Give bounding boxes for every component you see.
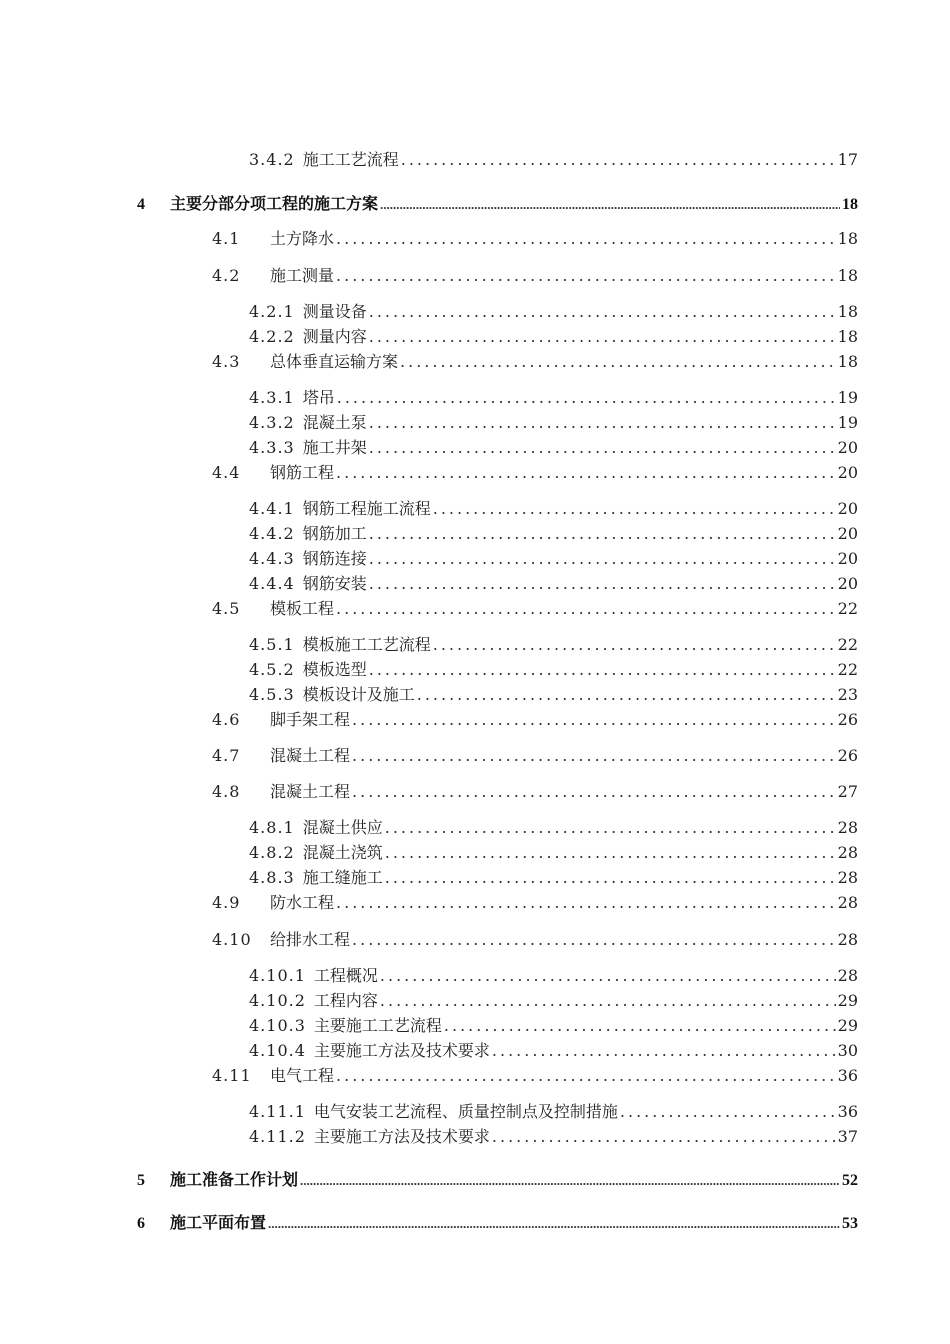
toc-dot-leader [620,1100,836,1124]
toc-entry-page: 26 [837,710,858,729]
toc-entry-number: 4.6 [212,710,241,729]
toc-entry-title: 模板设计及施工 [302,685,415,704]
toc-entry-page: 28 [837,843,858,862]
toc-entry[interactable] [212,350,858,374]
toc-entry[interactable] [249,497,858,521]
toc-entry-title: 施工测量 [270,266,335,285]
toc-entry-number: 4 [137,196,145,213]
toc-entry[interactable] [249,866,858,890]
toc-entry[interactable] [249,436,858,460]
toc-dot-leader [352,780,836,804]
toc-dot-leader [385,841,836,865]
toc-dot-leader [380,964,836,988]
toc-dot-leader [369,300,836,324]
toc-entry-title: 混凝土泵 [302,413,367,432]
toc-dot-leader [336,227,836,251]
toc-entry-number: 3.4.2 [249,150,295,169]
toc-entry-number: 4.8.2 [249,843,295,862]
toc-dot-leader [369,436,836,460]
toc-entry[interactable] [249,547,858,571]
toc-entry-number: 4.2.1 [249,302,295,321]
toc-entry-page: 28 [837,818,858,837]
toc-entry-number: 4.8 [212,782,241,801]
toc-entry-number: 4.1 [212,229,241,248]
toc-entry-page: 22 [837,599,858,618]
toc-entry-number: 4.11 [212,1066,252,1085]
toc-entry-title: 施工准备工作计划 [170,1172,299,1189]
toc-entry-title: 施工工艺流程 [302,150,399,169]
toc-dot-leader [336,461,836,485]
toc-entry-title: 给排水工程 [270,930,351,949]
toc-entry[interactable] [249,658,858,682]
toc-entry-page: 17 [837,150,858,169]
toc-dot-leader [336,264,836,288]
toc-entry-page: 20 [837,463,858,482]
toc-dot-leader [385,866,836,890]
toc-entry-page: 18 [837,229,858,248]
toc-entry-page: 28 [837,930,858,949]
toc-entry-number: 4.3.2 [249,413,295,432]
toc-entry-page: 28 [837,868,858,887]
toc-entry-title: 电气工程 [270,1066,335,1085]
toc-entry[interactable] [249,148,858,172]
toc-entry[interactable] [212,744,858,768]
toc-dot-leader [417,683,836,707]
toc-entry-page: 53 [842,1215,858,1232]
toc-entry[interactable] [212,227,858,251]
toc-dot-leader [268,1212,840,1236]
toc-entry-number: 4.8.3 [249,868,295,887]
toc-entry-number: 4.4.2 [249,524,295,543]
toc-entry-page: 36 [837,1066,858,1085]
toc-entry-number: 4.5.1 [249,635,295,654]
toc-entry-title: 钢筋连接 [302,549,367,568]
toc-entry-page: 20 [837,574,858,593]
toc-entry-number: 4.5.2 [249,660,295,679]
toc-entry[interactable] [249,386,858,410]
toc-entry-number: 4.4.3 [249,549,295,568]
toc-dot-leader [385,816,836,840]
toc-entry-number: 4.9 [212,893,241,912]
toc-dot-leader [433,497,836,521]
toc-entry[interactable] [249,1039,858,1063]
toc-entry[interactable] [212,461,858,485]
toc-entry[interactable] [249,1125,858,1149]
toc-entry-title: 主要施工工艺流程 [313,1016,442,1035]
toc-entry-page: 22 [837,635,858,654]
toc-entry-title: 施工平面布置 [170,1215,267,1232]
toc-entry-number: 4.5 [212,599,241,618]
toc-entry-page: 20 [837,499,858,518]
toc-entry[interactable] [212,928,858,952]
toc-entry-page: 29 [837,991,858,1010]
toc-entry[interactable] [212,264,858,288]
toc-entry-page: 29 [837,1016,858,1035]
toc-entry-number: 4.3.3 [249,438,295,457]
toc-dot-leader [400,350,836,374]
toc-entry-page: 28 [837,966,858,985]
toc-entry-page: 20 [837,438,858,457]
toc-entry-page: 27 [837,782,858,801]
toc-dot-leader [336,891,836,915]
toc-entry-number: 4.2 [212,266,241,285]
toc-entry[interactable] [249,325,858,349]
toc-entry-title: 主要施工方法及技术要求 [313,1127,490,1146]
toc-entry[interactable] [249,572,858,596]
toc-entry-page: 22 [837,660,858,679]
toc-entry[interactable] [212,1064,858,1088]
toc-entry-number: 6 [137,1215,145,1232]
toc-entry-number: 4.4 [212,463,241,482]
toc-entry-title: 钢筋工程 [270,463,335,482]
toc-entry-page: 18 [837,352,858,371]
toc-entry-number: 4.4.1 [249,499,295,518]
toc-entry[interactable] [249,1100,858,1124]
toc-entry-page: 37 [837,1127,858,1146]
toc-entry[interactable] [137,1212,858,1236]
toc-entry-page: 18 [837,327,858,346]
toc-entry-title: 脚手架工程 [270,710,351,729]
toc-entry-number: 4.3 [212,352,241,371]
toc-dot-leader [369,572,836,596]
toc-entry[interactable] [249,522,858,546]
toc-entry-page: 19 [837,413,858,432]
toc-entry-number: 4.8.1 [249,818,295,837]
toc-dot-leader [492,1125,836,1149]
toc-entry-title: 钢筋工程施工流程 [302,499,431,518]
toc-entry-number: 4.7 [212,746,241,765]
toc-dot-leader [369,658,836,682]
toc-entry[interactable] [249,411,858,435]
toc-entry-title: 工程内容 [313,991,378,1010]
toc-entry-title: 防水工程 [270,893,335,912]
toc-entry-number: 4.10.3 [249,1016,306,1035]
toc-entry-title: 混凝土工程 [270,782,351,801]
toc-entry[interactable] [249,300,858,324]
toc-entry-page: 52 [842,1172,858,1189]
toc-entry-number: 5 [137,1172,145,1189]
toc-entry-title: 土方降水 [270,229,335,248]
toc-entry[interactable] [249,816,858,840]
toc-dot-leader [369,522,836,546]
toc-dot-leader [300,1169,840,1193]
toc-entry-number: 4.10.1 [249,966,306,985]
toc-dot-leader [352,744,836,768]
toc-dot-leader [380,193,840,217]
toc-entry-title: 电气安装工艺流程、质量控制点及控制措施 [313,1102,618,1121]
toc-entry-title: 模板工程 [270,599,335,618]
toc-entry-title: 混凝土供应 [302,818,383,837]
toc-entry[interactable] [137,193,858,217]
toc-entry-number: 4.10.2 [249,991,306,1010]
toc-entry-page: 26 [837,746,858,765]
toc-entry-title: 模板选型 [302,660,367,679]
toc-entry[interactable] [249,1014,858,1038]
toc-dot-leader [380,989,836,1013]
toc-dot-leader [352,708,836,732]
toc-dot-leader [492,1039,836,1063]
toc-entry[interactable] [212,780,858,804]
toc-entry-title: 塔吊 [302,388,335,407]
toc-entry-number: 4.3.1 [249,388,295,407]
toc-dot-leader [444,1014,836,1038]
toc-entry[interactable] [249,633,858,657]
toc-dot-leader [369,325,836,349]
toc-entry-page: 28 [837,893,858,912]
toc-entry-page: 23 [837,685,858,704]
toc-entry-page: 19 [837,388,858,407]
toc-entry-title: 测量设备 [302,302,367,321]
toc-entry[interactable] [249,989,858,1013]
toc-dot-leader [352,928,836,952]
toc-entry-title: 钢筋安装 [302,574,367,593]
toc-entry-title: 工程概况 [313,966,378,985]
toc-dot-leader [401,148,836,172]
toc-entry-number: 4.10.4 [249,1041,306,1060]
toc-entry[interactable] [249,683,858,707]
toc-entry-page: 20 [837,549,858,568]
toc-dot-leader [336,1064,836,1088]
toc-entry-page: 20 [837,524,858,543]
toc-entry-number: 4.2.2 [249,327,295,346]
toc-entry-title: 施工缝施工 [302,868,383,887]
toc-dot-leader [337,386,836,410]
toc-entry-title: 施工井架 [302,438,367,457]
toc-entry-title: 混凝土工程 [270,746,351,765]
toc-entry-title: 测量内容 [302,327,367,346]
toc-entry-title: 主要施工方法及技术要求 [313,1041,490,1060]
toc-entry-page: 18 [837,302,858,321]
toc-entry[interactable] [137,1169,858,1193]
toc-entry-title: 混凝土浇筑 [302,843,383,862]
toc-entry[interactable] [249,964,858,988]
toc-entry-number: 4.10 [212,930,252,949]
toc-entry[interactable] [249,841,858,865]
toc-dot-leader [433,633,836,657]
toc-dot-leader [369,547,836,571]
toc-entry[interactable] [212,708,858,732]
toc-entry-number: 4.11.1 [249,1102,306,1121]
toc-entry[interactable] [212,597,858,621]
toc-entry[interactable] [212,891,858,915]
toc-entry-page: 18 [842,196,858,213]
toc-entry-title: 钢筋加工 [302,524,367,543]
toc-entry-title: 总体垂直运输方案 [270,352,399,371]
toc-entry-title: 主要分部分项工程的施工方案 [170,196,379,213]
toc-entry-number: 4.5.3 [249,685,295,704]
toc-entry-title: 模板施工工艺流程 [302,635,431,654]
toc-entry-page: 18 [837,266,858,285]
toc-entry-page: 36 [837,1102,858,1121]
toc-dot-leader [369,411,836,435]
toc-entry-number: 4.4.4 [249,574,295,593]
toc-entry-number: 4.11.2 [249,1127,306,1146]
toc-dot-leader [336,597,836,621]
toc-entry-page: 30 [837,1041,858,1060]
